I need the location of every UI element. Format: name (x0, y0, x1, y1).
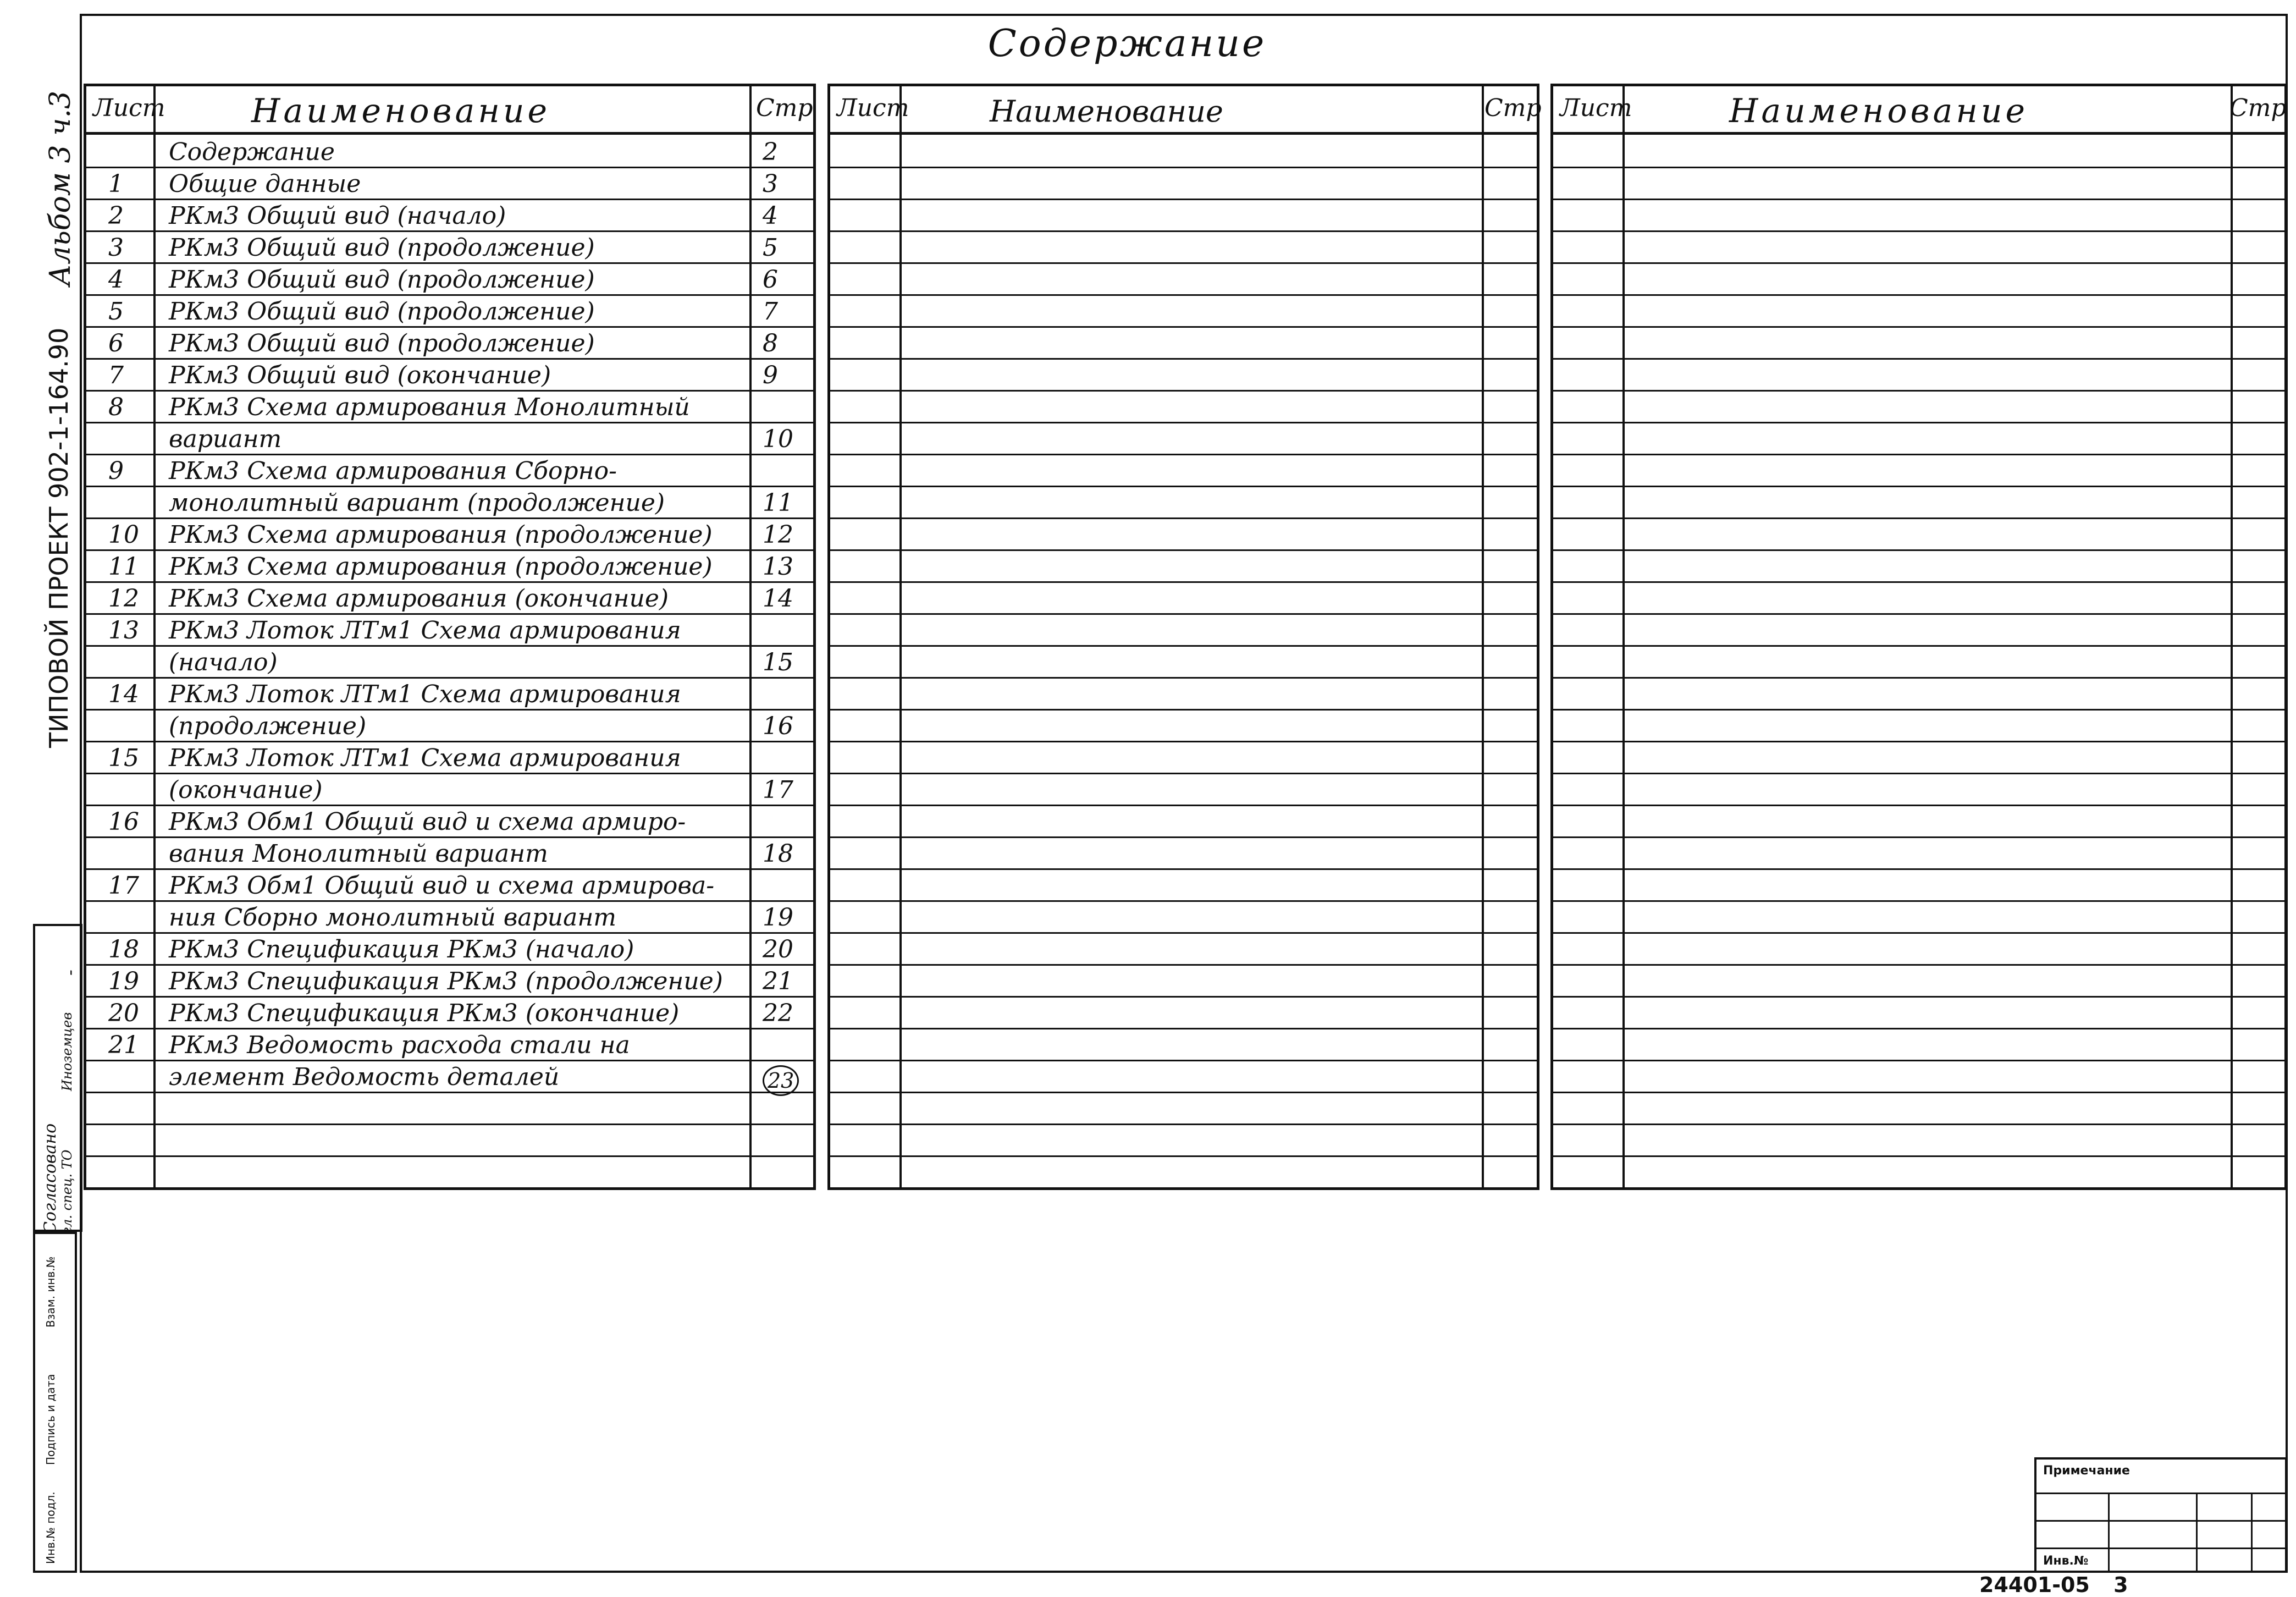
row-sheet-number: 21 (108, 1031, 139, 1059)
row-sheet-number: 1 (108, 170, 124, 198)
row-name: Содержание (169, 138, 335, 166)
table-row (86, 454, 813, 486)
corner-note-label: Примечание (2043, 1464, 2130, 1478)
row-name: РКм3 Общий вид (продолжение) (169, 266, 595, 294)
contents-table-2 (827, 84, 1542, 1190)
table-row (86, 645, 813, 677)
table-row (86, 1060, 813, 1092)
row-sheet-number: 19 (108, 967, 139, 995)
corner-inv-label: Инв.№ (2043, 1554, 2089, 1568)
row-name: РКм3 Схема армирования (продолжение) (169, 553, 713, 581)
table-row (86, 805, 813, 836)
row-name: РКм3 Схема армирования Монолитный (169, 393, 690, 421)
table-header (1553, 86, 2287, 135)
header-page: Стр (756, 94, 813, 122)
row-page: 4 (763, 202, 778, 230)
row-page: 6 (763, 266, 778, 294)
row-name: РКм3 Обм1 Общий вид и схема армиро- (169, 808, 686, 836)
table-row (86, 773, 813, 805)
table-row (86, 358, 813, 390)
row-name: (начало) (169, 648, 278, 676)
row-sheet-number: 4 (108, 266, 124, 294)
row-name: Общие данные (169, 170, 361, 198)
stamp-inv-repl: Взам. инв.№ (44, 1256, 57, 1328)
table-row (86, 135, 813, 167)
table-row (86, 517, 813, 549)
header-name: Наименование (251, 92, 551, 130)
row-page: 14 (763, 585, 793, 613)
stamp-sign-date: Подпись и дата (44, 1374, 57, 1465)
header-sheet: Лист (837, 94, 909, 122)
row-name: РКм3 Лоток ЛТм1 Схема армирования (169, 616, 681, 645)
header-page: Стр (1484, 94, 1542, 122)
corner-stamp (2034, 1457, 2287, 1573)
row-name: РКм3 Общий вид (продолжение) (169, 234, 595, 262)
row-name: (продолжение) (169, 712, 367, 740)
row-page: 15 (763, 648, 793, 676)
row-sheet-number: 6 (108, 329, 124, 357)
row-page: 9 (763, 361, 778, 389)
row-sheet-number: 7 (108, 361, 124, 389)
row-name: РКм3 Общий вид (продолжение) (169, 298, 595, 326)
row-name: РКм3 Спецификация РКм3 (окончание) (169, 999, 680, 1027)
row-page: 5 (763, 234, 778, 262)
table-row (86, 1155, 813, 1187)
row-page: 13 (763, 553, 793, 581)
approval-dept: гл. спец. ТО (59, 1149, 75, 1234)
row-page: 18 (763, 840, 793, 868)
row-page: 8 (763, 329, 778, 357)
row-name: РКм3 Общий вид (продолжение) (169, 329, 595, 357)
row-page: 10 (763, 425, 793, 453)
row-sheet-number: 5 (108, 298, 124, 326)
table-row (86, 581, 813, 613)
row-sheet-number: 17 (108, 872, 139, 900)
side-album-label: Альбом 3 ч.3 (44, 90, 77, 286)
stamp-inv-orig: Инв.№ подл. (44, 1491, 57, 1564)
table-row (86, 741, 813, 773)
row-name: РКм3 Схема армирования (окончание) (169, 585, 669, 613)
row-sheet-number: 11 (108, 553, 139, 581)
row-sheet-number: 15 (108, 744, 139, 772)
document-number (1979, 1573, 2128, 1597)
table-row (86, 709, 813, 741)
side-stamp (33, 1232, 77, 1573)
header-sheet: Лист (93, 94, 165, 122)
table-row (86, 486, 813, 517)
row-name: РКм3 Схема армирования Сборно- (169, 457, 617, 485)
row-sheet-number: 2 (108, 202, 124, 230)
row-name: элемент Ведомость деталей (169, 1063, 560, 1091)
row-page: 2 (763, 138, 778, 166)
row-page: 11 (763, 489, 793, 517)
row-page: 19 (763, 904, 793, 932)
table-row (86, 422, 813, 454)
header-page: Стр (2229, 94, 2287, 122)
row-sheet-number: 16 (108, 808, 139, 836)
row-name: вания Монолитный вариант (169, 840, 548, 868)
row-name: РКм3 Ведомость расхода стали на (169, 1031, 630, 1059)
row-sheet-number: 9 (108, 457, 124, 485)
contents-table-3 (1550, 84, 2287, 1190)
row-sheet-number: 14 (108, 680, 139, 708)
table-row (86, 1028, 813, 1060)
approval-signer: Иноземцев (59, 1012, 75, 1091)
row-page: 7 (763, 298, 778, 326)
row-page: 3 (763, 170, 778, 198)
table-row (86, 996, 813, 1028)
row-sheet-number: 3 (108, 234, 124, 262)
row-sheet-number: 12 (108, 585, 139, 613)
row-sheet-number: 18 (108, 935, 139, 963)
row-name: вариант (169, 425, 282, 453)
page-title: Содержание (987, 22, 1267, 65)
row-name: РКм3 Общий вид (начало) (169, 202, 506, 230)
row-name: РКм3 Спецификация РКм3 (продолжение) (169, 967, 723, 995)
table-row (86, 613, 813, 645)
table-row (86, 900, 813, 932)
approval-box (33, 924, 82, 1232)
table-row (86, 836, 813, 868)
table-row (86, 932, 813, 964)
header-name: Наименование (990, 94, 1223, 129)
contents-table-1 (84, 84, 816, 1190)
row-page: 22 (763, 999, 793, 1027)
row-page: 12 (763, 521, 793, 549)
table-row (86, 868, 813, 900)
row-name: монолитный вариант (продолжение) (169, 489, 665, 517)
table-row (86, 549, 813, 581)
row-page: 21 (763, 967, 793, 995)
table-row (86, 677, 813, 709)
row-name: РКм3 Общий вид (окончание) (169, 361, 551, 389)
table-row (86, 199, 813, 230)
row-name: РКм3 Схема армирования (продолжение) (169, 521, 713, 549)
row-name: ния Сборно монолитный вариант (169, 904, 617, 932)
row-name: РКм3 Лоток ЛТм1 Схема армирования (169, 680, 681, 708)
approval-mark: - (59, 970, 80, 976)
header-sheet: Лист (1560, 94, 1632, 122)
sheet-number: 3 (2113, 1573, 2128, 1597)
table-header (86, 86, 813, 135)
row-name: РКм3 Лоток ЛТм1 Схема армирования (169, 744, 681, 772)
row-name: РКм3 Обм1 Общий вид и схема армирова- (169, 872, 715, 900)
table-row (86, 390, 813, 422)
table-row (86, 262, 813, 294)
row-sheet-number: 20 (108, 999, 139, 1027)
table-row (86, 1092, 813, 1124)
row-page: 16 (763, 712, 793, 740)
side-project-label: ТИПОВОЙ ПРОЕКТ 902-1-164.90 (44, 327, 74, 748)
table-row (86, 230, 813, 262)
row-sheet-number: 10 (108, 521, 139, 549)
row-sheet-number: 8 (108, 393, 124, 421)
document-code: 24401-05 (1979, 1573, 2090, 1597)
table-row (86, 294, 813, 326)
table-row (86, 964, 813, 996)
row-page: 20 (763, 935, 793, 963)
row-page: 23 (763, 1065, 799, 1096)
header-name: Наименование (1729, 92, 2029, 130)
row-sheet-number: 13 (108, 616, 139, 645)
row-name: (окончание) (169, 776, 323, 804)
table-header (830, 86, 1542, 135)
approval-label: Согласовано (41, 1123, 60, 1234)
table-row (86, 167, 813, 199)
table-row (86, 1124, 813, 1155)
table-row (86, 326, 813, 358)
row-name: РКм3 Спецификация РКм3 (начало) (169, 935, 634, 963)
row-page: 17 (763, 776, 793, 804)
